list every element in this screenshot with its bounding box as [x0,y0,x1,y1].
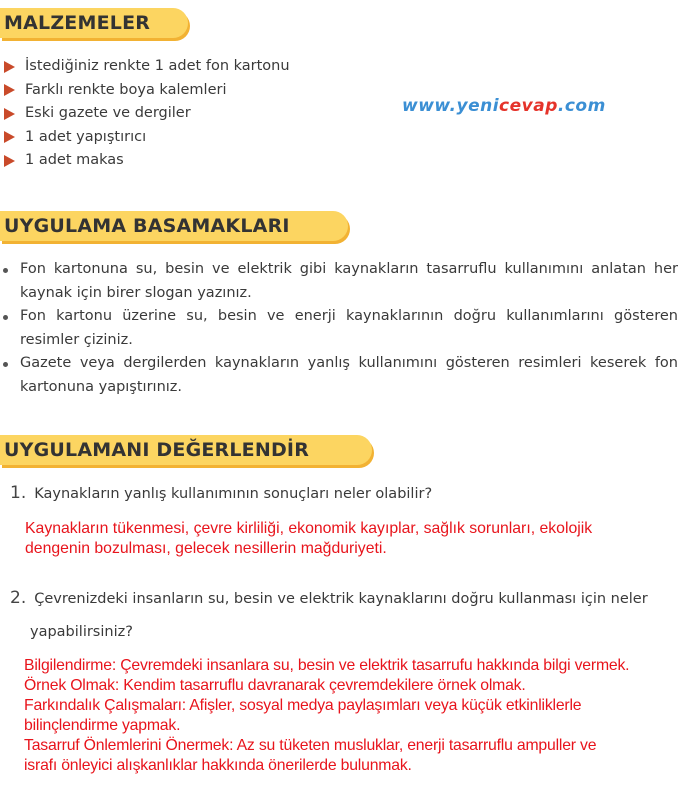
answer-1 [25,519,592,559]
triangle-bullet-icon [4,155,15,167]
list-item-text: Fon kartonu üzerine su, besin ve enerji kaynaklarının doğru kullanımlarını gösteren resimler çiziniz. [20,308,678,348]
bullet-icon [3,268,8,273]
answer-2 [24,656,629,776]
list-item [0,305,683,352]
list-item-text: Eski gazete ve dergiler [25,105,191,121]
list-item [0,149,290,173]
watermark-part: .com [557,96,606,116]
bullet-icon [3,362,8,367]
steps-list [0,258,683,399]
question-text: Kaynakların yanlış kullanımının sonuçları neler olabilir? [34,486,433,502]
triangle-bullet-icon [4,61,15,73]
question-number: 1. [10,483,27,503]
watermark-part: cevap [499,96,558,116]
answer-line: Kaynakların tükenmesi, çevre kirliliği, ekonomik kayıplar, sağlık sorunları, ekolojik [25,520,593,537]
materials-list [0,55,290,173]
list-item-text: Farklı renkte boya kalemleri [25,81,227,98]
bullet-icon [3,315,8,320]
answer-line: israfı önleyici alışkanlıklar hakkında önerilerde bulunmak. [24,757,412,774]
materials-heading: MALZEMELER [0,8,188,38]
question-1 [10,481,432,506]
answer-line: Farkındalık Çalışmaları: Afişler, sosyal medya paylaşımları veya küçük etkinliklerle [24,697,582,714]
list-item [0,102,290,126]
watermark-part: www.yeni [402,96,500,116]
triangle-bullet-icon [4,108,15,120]
evaluate-heading: UYGULAMANI DEĞERLENDİR [0,435,372,465]
list-item [0,126,290,150]
question-2-continued [30,620,133,644]
list-item-text: 1 adet makas [25,152,124,168]
list-item-text: 1 adet yapıştırıcı [25,128,147,145]
answer-line: dengenin bozulması, gelecek nesillerin mağduriyeti. [25,540,387,557]
list-item [0,352,683,399]
list-item [0,55,290,79]
question-number: 2. [10,588,27,608]
triangle-bullet-icon [4,131,15,143]
list-item-text: İstediğiniz renkte 1 adet fon kartonu [25,58,290,74]
answer-line: Örnek Olmak: Kendim tasarruflu davranarak çevremdekilere örnek olmak. [24,677,526,694]
answer-line: Bilgilendirme: Çevremdeki insanlara su, besin ve elektrik tasarrufu hakkında bilgi vermek. [24,657,630,674]
question-text: yapabilirsiniz? [30,624,133,640]
watermark [402,96,606,116]
answer-line: Tasarruf Önlemlerini Önermek: Az su tüketen musluklar, enerji tasarruflu ampuller ve [24,737,597,754]
list-item [0,79,290,103]
steps-heading: UYGULAMA BASAMAKLARI [0,211,348,241]
question-2 [10,586,648,611]
triangle-bullet-icon [4,84,15,96]
answer-line: bilinçlendirme yapmak. [24,717,181,734]
list-item-text: Fon kartonuna su, besin ve elektrik gibi kaynakların tasarruflu kullanımını anlatan her kaynak için birer slogan yazınız. [20,261,678,301]
list-item-text: Gazete veya dergilerden kaynakların yanlış kullanımını gösteren resimleri keserek fon kartonuna yapıştırınız. [20,355,678,395]
list-item [0,258,683,305]
question-text: Çevrenizdeki insanların su, besin ve elektrik kaynaklarını doğru kullanması için neler [34,591,648,607]
